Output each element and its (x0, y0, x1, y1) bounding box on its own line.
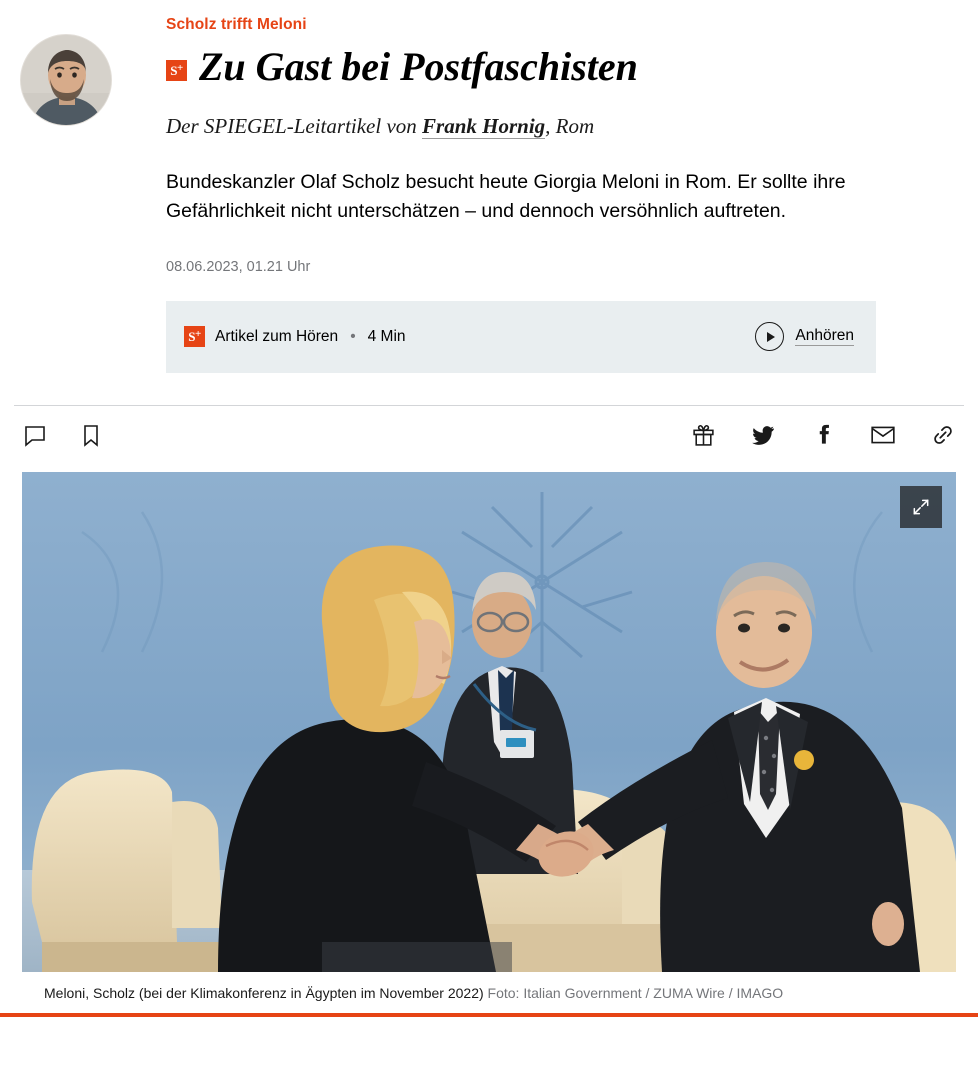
publish-timestamp: 08.06.2023, 01.21 Uhr (166, 258, 311, 275)
byline-prefix: Der SPIEGEL-Leitartikel von (166, 113, 423, 138)
article-figure (22, 472, 956, 1017)
caption-text: Meloni, Scholz (bei der Klimakonferenz in Ägypten im November 2022) (44, 984, 484, 1001)
bookmark-icon[interactable] (78, 422, 104, 448)
toolbar-right-group (690, 422, 956, 448)
headline-row (166, 43, 898, 90)
audio-label: Artikel zum Hören (215, 327, 339, 345)
byline-suffix: , Rom (545, 113, 595, 138)
image-credit: Foto: Italian Government / ZUMA Wire / IMAGO (487, 984, 784, 1001)
gift-icon[interactable] (690, 422, 716, 448)
page-title: Zu Gast bei Postfaschisten (199, 43, 638, 89)
twitter-icon[interactable] (750, 422, 776, 448)
audio-action-label[interactable]: Anhören (795, 327, 854, 345)
audio-separator: • (350, 327, 356, 345)
audio-info (184, 326, 406, 347)
audio-duration: 4 Min (367, 327, 406, 345)
audio-teaser[interactable] (166, 301, 876, 373)
link-icon[interactable] (930, 422, 956, 448)
play-icon[interactable] (755, 322, 784, 351)
headline-block (166, 8, 978, 373)
bottom-accent-bar (0, 1013, 978, 1017)
facebook-icon[interactable] (810, 422, 836, 448)
image-caption (44, 983, 934, 1017)
comment-icon[interactable] (22, 422, 48, 448)
mail-icon[interactable] (870, 422, 896, 448)
audio-plus-badge: S + (184, 326, 205, 347)
article-image[interactable] (22, 472, 956, 972)
spiegel-plus-badge: S + (166, 60, 187, 81)
article-header (0, 0, 978, 373)
toolbar-left-group (22, 422, 104, 448)
byline (166, 112, 898, 141)
kicker[interactable]: Scholz trifft Meloni (166, 16, 307, 33)
article-intro: Bundeskanzler Olaf Scholz besucht heute Giorgia Meloni in Rom. Er sollte ihre Gefährlichkeit nicht unterschätzen – und dennoch versöhnlich auftreten. (166, 171, 846, 223)
audio-play-button[interactable] (755, 322, 854, 351)
action-toolbar (0, 406, 978, 464)
avatar[interactable] (20, 34, 112, 126)
expand-icon[interactable] (900, 486, 942, 528)
author-avatar-wrap (20, 8, 166, 373)
byline-author[interactable]: Frank Hornig (422, 113, 546, 138)
